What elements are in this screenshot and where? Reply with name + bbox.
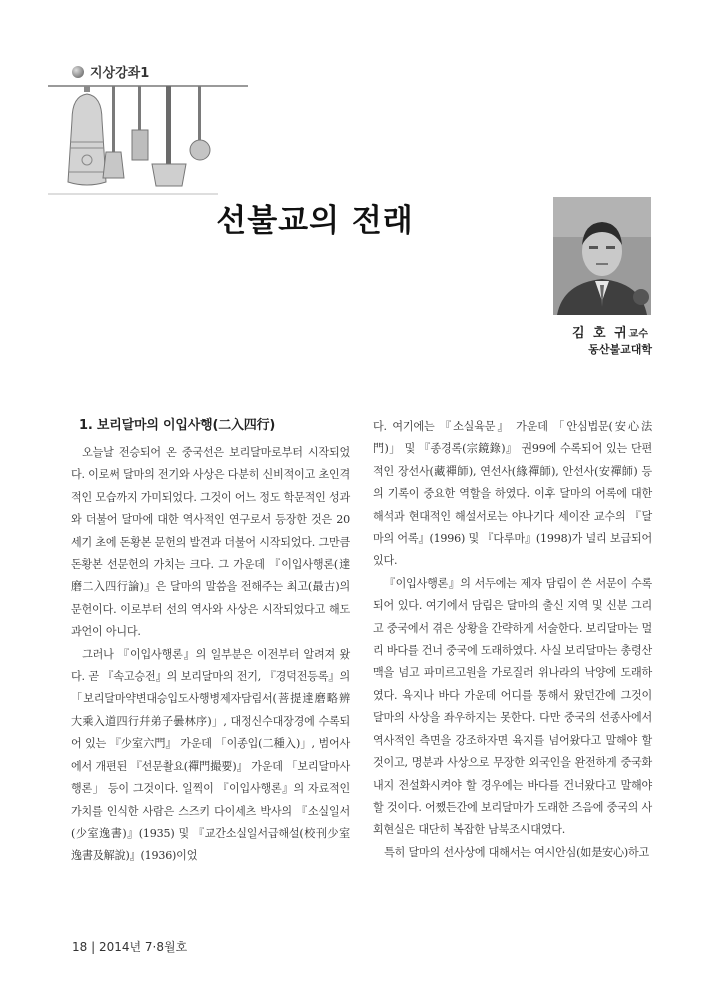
bullet-circle-icon xyxy=(72,66,84,78)
author-role: 교수 xyxy=(628,329,648,340)
right-column xyxy=(373,416,652,864)
author-affiliation: 동산불교대학 xyxy=(588,343,652,356)
section-heading: 1. 보리달마의 이입사행(二入四行) xyxy=(79,418,276,433)
temple-bell-illustration-icon xyxy=(48,82,248,200)
section-label: 지상강좌1 xyxy=(90,66,150,81)
left-paragraph-2: 그러나 『이입사행론』의 일부분은 이전부터 알려져 왔다. 곧 『속고승전』의 보리달마의 전기, 『경덕전등록』의 「보리달마약변대승입도사행병제자담림서(菩提達磨略辨大乘入道四行幷弟子曇林序)」, 대정신수대장경에 수록되어 있는 『少室六門』 가운데 「이종입(二種入)」, 범어사에서 개편된 『선문촬요(禪門撮要)』 가운데 「보리달마사행론」 등이 그것이다. 일찍이 『이입사행론』의 자료적인 가치를 인식한 사람은 스즈키 다이세츠 박사의 『소실일서(少室逸書)』(1935) 및 『교간소실일서급해설(校刊少室逸書及解說)』(1936)이었 xyxy=(71,647,350,863)
author-portrait-icon xyxy=(553,197,651,315)
left-column xyxy=(71,416,350,868)
page-footer: 18 | 2014년 7·8월호 xyxy=(72,940,188,954)
author-name-line xyxy=(572,322,648,341)
author-photo xyxy=(553,197,651,315)
right-paragraph-2: 『이입사행론』의 서두에는 제자 담림이 쓴 서문이 수록되어 있다. 여기에서 담림은 달마의 출신 지역 및 신분 그리고 중국에서 겪은 상황을 간략하게 서술한다. 보리달마는 멀리 바다를 건너 중국에 도래하였다. 사실 보리달마는 총령산맥을 넘고 파미르고원을 가로질러 위나라의 낙양에 도래하였다. 육지나 바다 가운데 어디를 통해서 왔던간에 그것이 달마의 사상을 좌우하지는 못한다. 다만 중국의 선종사에서 역사적인 측면을 강조하자면 육지를 넘어왔다고 말해야 할 것이고, 명분과 사상으로 무장한 외국인을 완전하게 중국화 내지 전설화시켜야 할 경우에는 바다를 건너왔다고 말해야 할 것이다. 어쨌든간에 보리달마가 도래한 즈음에 중국의 사회현실은 대단히 복잡한 남북조시대였다. xyxy=(373,576,653,837)
right-paragraph-3: 특히 달마의 선사상에 대해서는 여시안심(如是安心)하고 xyxy=(384,845,650,859)
author-name: 김 호 귀 xyxy=(571,326,629,341)
right-paragraph-1: 다. 여기에는 『소실육문』 가운데 「안심법문(安心法門)」 및 『종경록(宗鏡錄)』 권99에 수록되어 있는 단편적인 장선사(藏禪師), 연선사(緣禪師), 안선사(安禪師) 등의 기록이 중요한 역할을 하였다. 이후 달마의 어록에 대한 해석과 현대적인 해설서로는 야나기다 세이잔 교수의 『달마의 어록』(1996) 및 『다루마』(1998)가 널리 보급되어 있다. xyxy=(373,420,652,568)
section-tag xyxy=(72,62,149,81)
left-paragraph-1: 오늘날 전승되어 온 중국선은 보리달마로부터 시작되었다. 이로써 달마의 전기와 사상은 다분히 신비적이고 초인격적인 모습까지 가미되었다. 그것이 어느 정도 학문적인 성과와 더불어 달마에 대한 역사적인 연구로서 등장한 것은 20세기 초에 돈황본 문헌의 발견과 더불어 시작되었다. 그만큼 돈황본 선문헌의 가치는 크다. 그 가운데 『이입사행론(達磨二入四行論)』은 달마의 말씀을 전해주는 최고(最古)의 문헌이다. 이로부터 선의 역사와 사상은 시작되었다고 해도 과언이 아니다. xyxy=(71,446,351,639)
article-title: 선불교의 전래 xyxy=(216,203,414,239)
